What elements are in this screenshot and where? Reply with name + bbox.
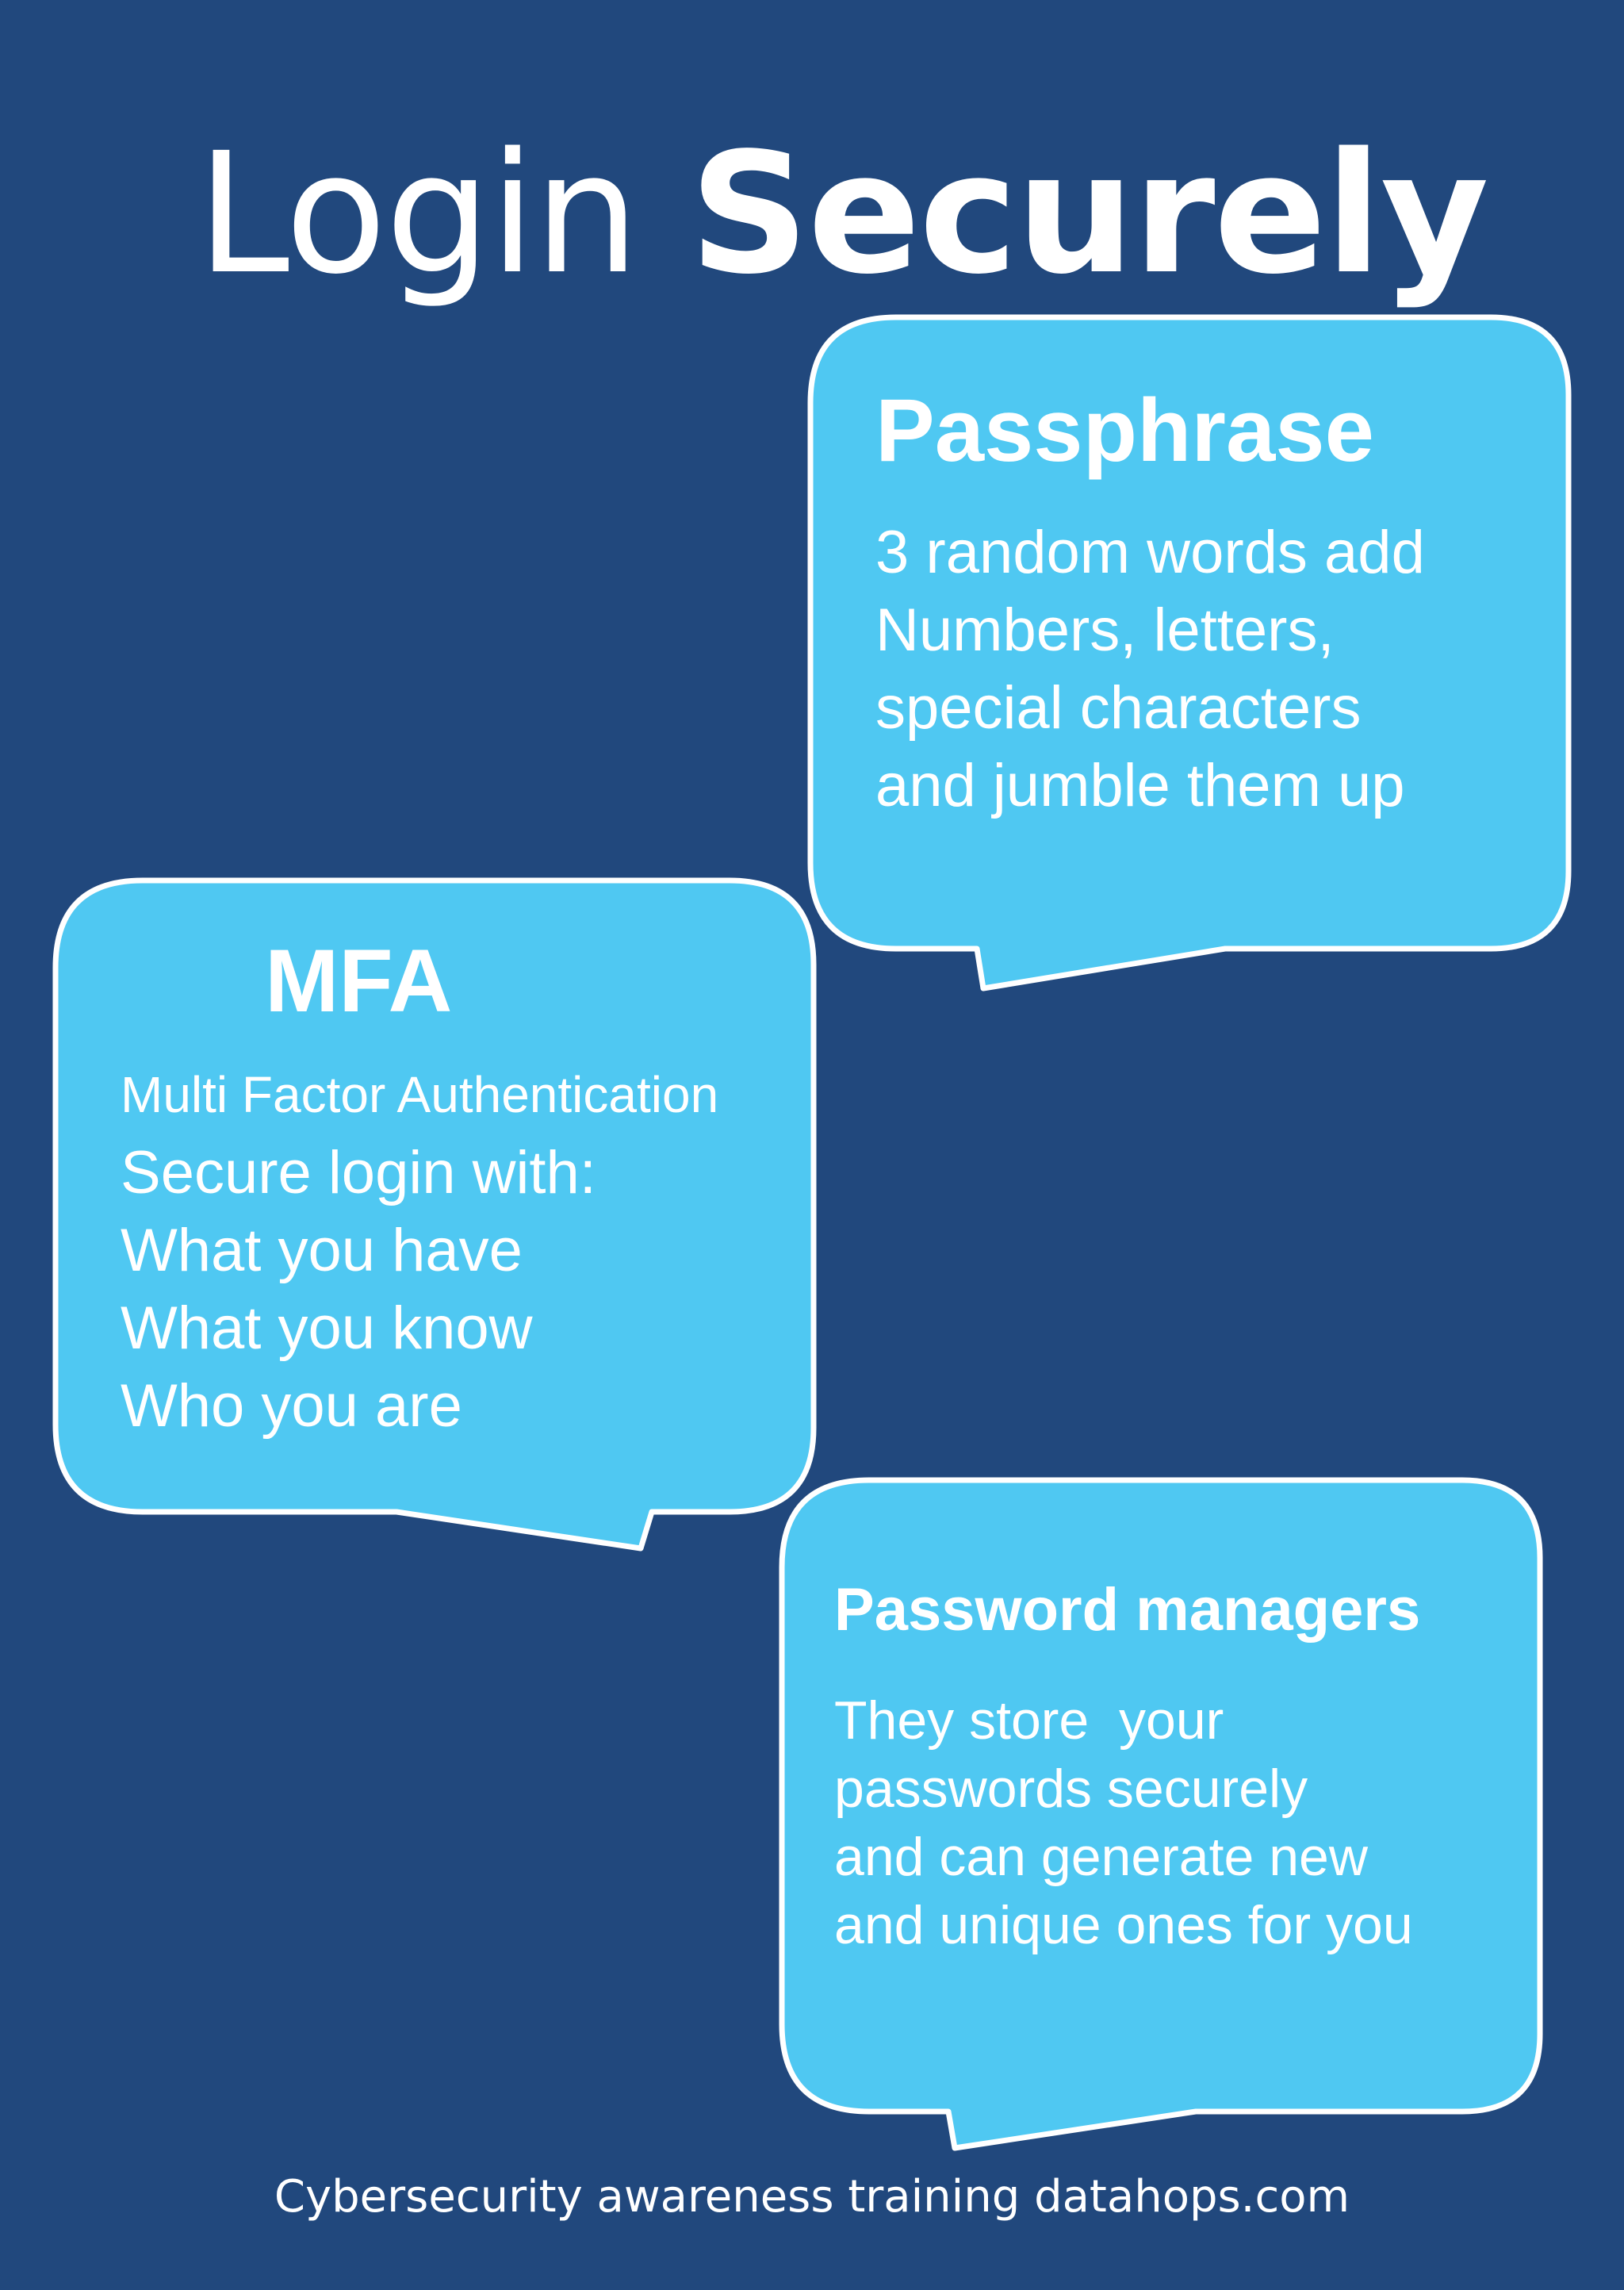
title-bold-word: Securely [689,117,1488,311]
passphrase-line: Numbers, letters, [875,596,1335,664]
title-light-word: Login [197,117,638,311]
mfa-line: Who you are [121,1372,462,1440]
password-managers-line: They store your [834,1690,1224,1751]
passphrase-line: special characters [875,674,1362,742]
mfa-heading: MFA [265,931,453,1030]
password-managers-body [834,1686,1413,1959]
passphrase-line: 3 random words add [875,519,1425,586]
passphrase-line: and jumble them up [875,752,1405,819]
mfa-subtitle: Multi Factor Authentication [121,1066,719,1123]
password-managers-line: passwords securely [834,1759,1308,1819]
mfa-line: What you have [121,1217,523,1284]
password-managers-heading: Password managers [834,1576,1421,1644]
footer-credit: Cybersecurity awareness training datahops.com [274,2171,1350,2223]
mfa-line: What you know [121,1295,533,1362]
mfa-line: Secure login with: [121,1139,596,1206]
mfa-body [121,1134,596,1445]
password-managers-line: and can generate new [834,1827,1368,1887]
passphrase-body [875,514,1425,825]
password-managers-line: and unique ones for you [834,1895,1413,1955]
passphrase-heading: Passphrase [875,381,1374,480]
